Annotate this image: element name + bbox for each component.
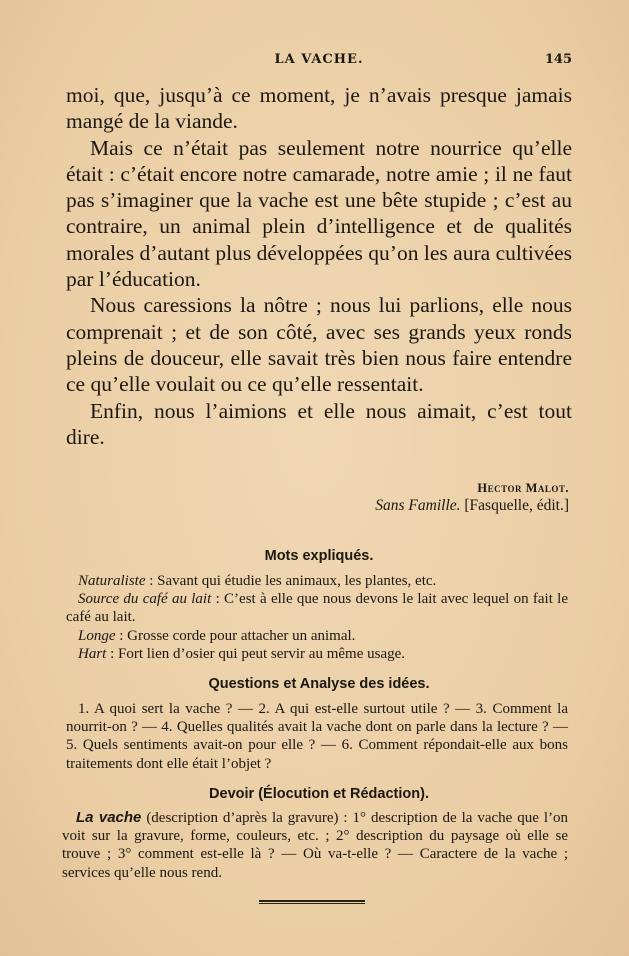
gloss-item bbox=[78, 627, 568, 645]
work-title: Sans Famille. bbox=[375, 497, 461, 514]
gloss-def: : Fort lien d’osier qui peut servir au même usage. bbox=[106, 645, 406, 662]
devoir-text bbox=[62, 809, 568, 882]
gloss-item bbox=[66, 590, 568, 626]
gloss-item bbox=[78, 572, 568, 590]
page-header bbox=[66, 52, 572, 72]
main-text bbox=[66, 82, 572, 450]
gloss-def: : Grosse corde pour attacher un animal. bbox=[115, 627, 356, 644]
gloss-term: Naturaliste bbox=[78, 573, 146, 589]
gloss-term: Hart bbox=[78, 645, 107, 662]
devoir-paragraph bbox=[62, 809, 568, 882]
gloss-def: : Savant qui étudie les animaux, les plantes, etc. bbox=[145, 573, 437, 589]
closing-rule bbox=[259, 900, 365, 904]
questions-title: Questions et Analyse des idées. bbox=[208, 676, 430, 692]
devoir-title: Devoir (Élocution et Rédaction). bbox=[209, 786, 429, 802]
gloss-def: : C’est à elle que nous devons le lait avec lequel on fait le café au lait. bbox=[66, 591, 568, 626]
source-citation bbox=[66, 497, 569, 515]
devoir-term: La vache bbox=[76, 809, 142, 826]
gloss-term: Longe bbox=[78, 627, 116, 644]
paragraph-1: moi, que, jusqu’à ce moment, je n’avais presque jamais mangé de la viande. bbox=[66, 83, 572, 134]
publisher: [Fasquelle, édit.] bbox=[464, 497, 569, 514]
gloss-item bbox=[78, 645, 568, 663]
paragraph-2: Mais ce n’était pas seulement notre nourrice qu’elle était : c’était encore notre camarade, notre amie ; il ne faut pas s’imaginer que la vache est une bête stupide ; c’est au contraire, un animal plein d’intelligence et de qualités morales d’autant plus développées qu’on les aura cultivées par l’éducation. bbox=[66, 135, 572, 292]
mots-list bbox=[66, 572, 568, 663]
questions-paragraph: 1. A quoi sert la vache ? — 2. A qui est-elle surtout utile ? — 3. Comment la nourrit-on ? — 4. Quelles qualités avait la vache dont on parle dans la lecture ? — 5. Quels sentiments avait-on pour elle ? — 6. Comment répondait-elle aux bons traitements dont elle était l’objet ? bbox=[66, 701, 568, 772]
gloss-term: Source du café au lait bbox=[78, 591, 212, 608]
page-number: 145 bbox=[544, 52, 572, 67]
author-name: Hector Malot. bbox=[477, 481, 569, 495]
paragraph-4: Enfin, nous l’aimions et elle nous aimait, c’est tout dire. bbox=[66, 398, 572, 449]
mots-title: Mots expliqués. bbox=[264, 548, 374, 564]
paragraph-3: Nous caressions la nôtre ; nous lui parlions, elle nous comprenait ; et de son côté, avec ses grands yeux ronds pleins de douceur, elle savait très bien nous faire entendre ce qu’elle voulait ou ce qu’elle ressentait. bbox=[66, 293, 572, 397]
questions-text bbox=[66, 700, 568, 773]
devoir-body: (description d’après la gravure) : 1° description de la vache que l’on voit sur la gravure, forme, couleurs, etc. ; 2° description du paysage où elle se trouve ; 3° comment est-elle là ? — Où va-t-elle ? — Caractere de la vache ; services qu’elle nous rend. bbox=[62, 810, 568, 881]
running-title: LA VACHE. bbox=[274, 52, 364, 67]
